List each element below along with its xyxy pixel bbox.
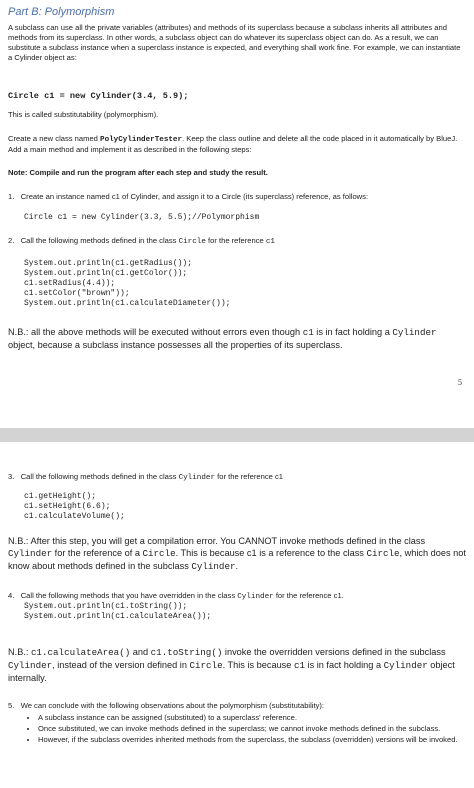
list-item: • Once substituted, we can invoke methods defined in the superclass; we cannot invoke methods defined in the subclass. (38, 724, 474, 734)
step-1-code: Circle c1 = new Cylinder(3.3, 5.5);//Polymorphism (24, 213, 260, 222)
step-5: 5. We can conclude with the following observations about the polymorphism (substitutability): (8, 701, 325, 710)
code-line: c1.setColor("brown")); (24, 289, 130, 298)
list-item: • A subclass instance can be assigned (substituted) to a superclass' reference. (38, 713, 474, 723)
code-line: System.out.println(c1.getRadius()); (24, 259, 193, 268)
nb-paragraph-3: N.B.: c1.calculateArea() and c1.toString() invoke the overridden versions defined in the subclass Cylinder, instead of the version defined in Circle. This is because c1 is in fact holding a Cylinder object internally. (8, 647, 455, 683)
nb-paragraph-2: N.B.: After this step, you will get a compilation error. You CANNOT invoke methods defined in the class Cylinder for the reference of a Circle. This is because c1 is a reference to the class Circle, which does not know about methods defined in the subclass Cylinder. (8, 536, 466, 572)
step-1: 1. Create an instance named c1 of Cylinder, and assign it to a Circle (its superclass) reference, as follows: (8, 192, 369, 201)
nb-paragraph-1: N.B.: all the above methods will be executed without errors even though c1 is in fact holding a Cylinder object, because a subclass instance possesses all the properties of its superclass. (8, 327, 437, 350)
code-line: System.out.println(c1.getColor()); (24, 269, 188, 278)
code-line: c1.calculateVolume(); (24, 512, 125, 521)
code-example: Circle c1 = new Cylinder(3.4, 5.9); (8, 91, 189, 101)
code-line: c1.setRadius(4.4)); (24, 279, 116, 288)
create-class-paragraph: Create a new class named PolyCylinderTester. Keep the class outline and delete all the code placed in it automatically by BlueJ. Add a main method and implement it as described in the following steps: (8, 134, 458, 154)
step-4: 4. Call the following methods that you have overridden in the class Cylinder for the reference c1. (8, 591, 344, 601)
step-2: 2. Call the following methods defined in the class Circle for the reference c1 (8, 236, 275, 246)
list-item: • However, if the subclass overrides inherited methods from the superclass, the subclass (overridden) versions will be invoked. (38, 735, 474, 745)
code-line: c1.getHeight(); (24, 492, 97, 501)
step-3: 3. Call the following methods defined in the class Cylinder for the reference c1 (8, 472, 283, 482)
page-separator (0, 428, 474, 442)
code-line: System.out.println(c1.toString()); (24, 602, 188, 611)
section-title: Part B: Polymorphism (8, 6, 115, 18)
code-line: System.out.println(c1.calculateArea()); (24, 612, 212, 621)
code-line: System.out.println(c1.calculateDiameter()); (24, 299, 231, 308)
code-line: c1.setHeight(6.6); (24, 502, 111, 511)
substitutability-text: This is called substitutability (polymorphism). (8, 110, 159, 119)
page-number: 5 (458, 378, 462, 387)
document-page-2 (0, 442, 474, 788)
observations-list (22, 713, 474, 746)
note-text: Note: Compile and run the program after each step and study the result. (8, 168, 268, 177)
intro-paragraph: A subclass can use all the private variables (attributes) and methods of its superclass because a subclass inherits all attributes and methods from its superclass. In other words, a subclass object can do whatever its superclass object can do. As a result, we can substitute a subclass instance when a superclass instance is expected, and everything shall work fine. For example, we can instantiate a Cylinder object as: (8, 23, 461, 62)
